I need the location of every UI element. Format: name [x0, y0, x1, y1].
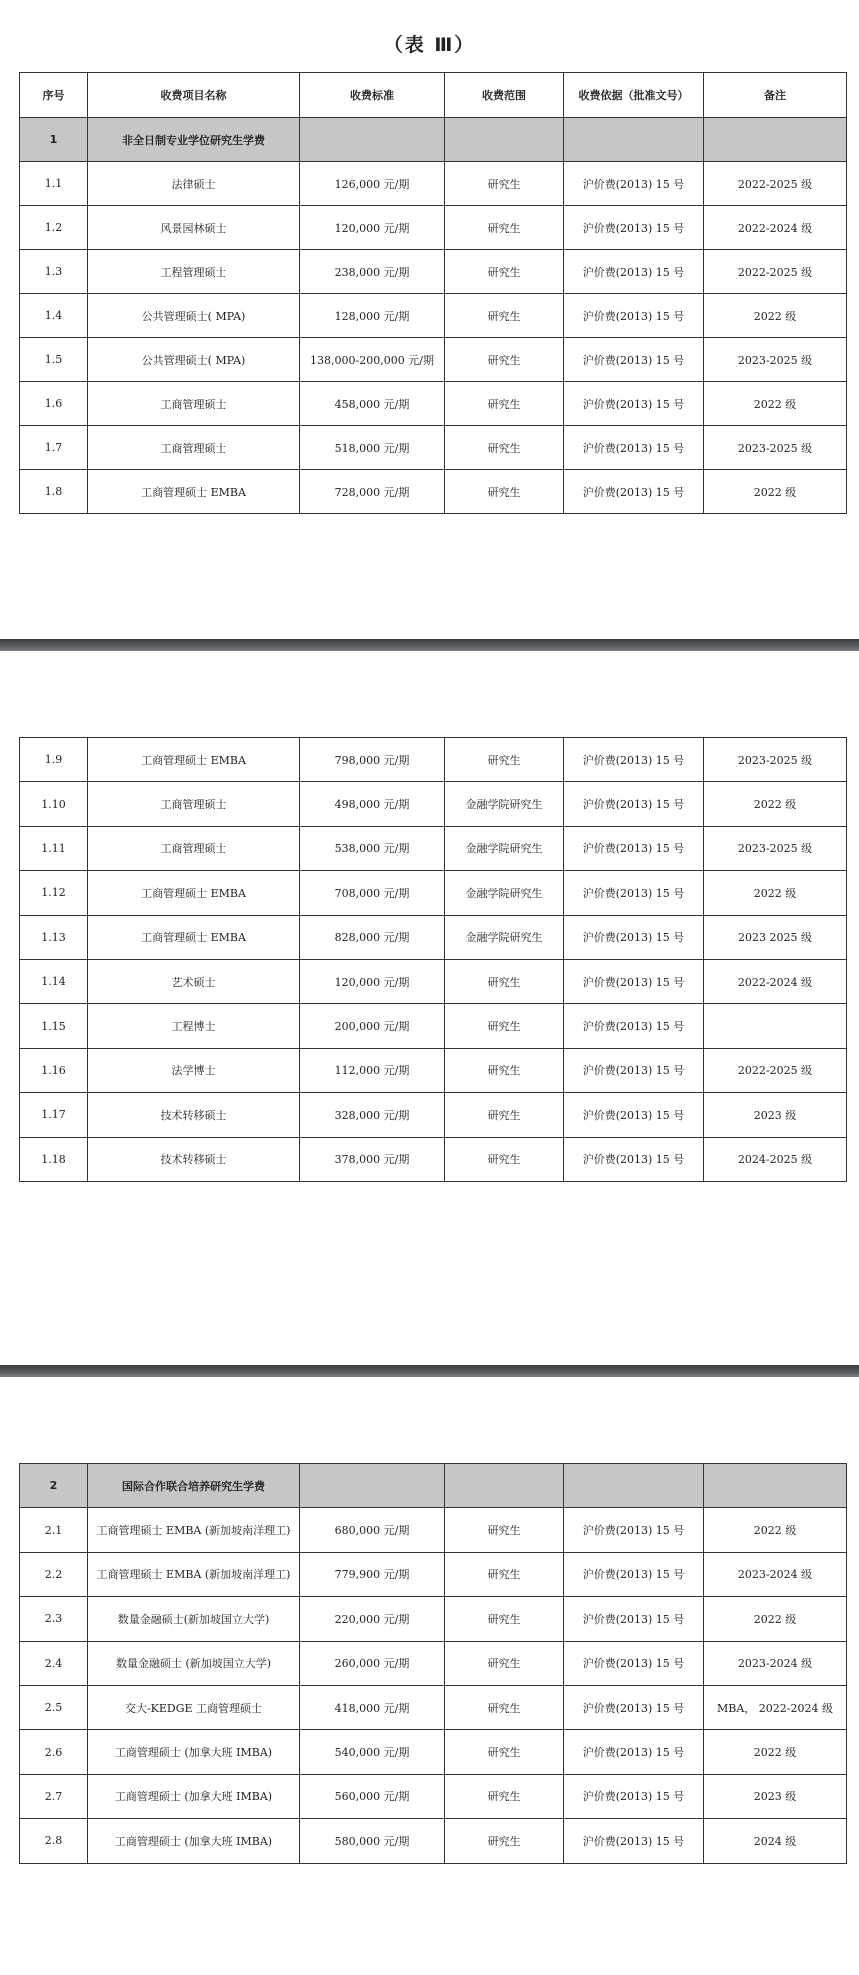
row-no: 1.11: [20, 826, 88, 870]
table-row: [20, 338, 847, 382]
table-row: [20, 1685, 847, 1729]
row-item-name: 工商管理硕士 EMBA: [88, 915, 300, 959]
row-note: 2022 级: [704, 294, 847, 338]
table-row: [20, 826, 847, 870]
row-note: 2023-2024 级: [704, 1641, 847, 1685]
row-basis: 沪价费(2013) 15 号: [564, 738, 704, 782]
row-item-name: 工商管理硕士: [88, 426, 300, 470]
row-no: 1.12: [20, 871, 88, 915]
row-item-name: 交大-KEDGE 工商管理硕士: [88, 1685, 300, 1729]
table-row: [20, 959, 847, 1003]
row-basis: 沪价费(2013) 15 号: [564, 1552, 704, 1596]
row-item-name: 工商管理硕士 (加拿大班 IMBA): [88, 1819, 300, 1863]
row-item-name: 工商管理硕士 EMBA: [88, 871, 300, 915]
row-no: 1.8: [20, 470, 88, 514]
row-no: 1.14: [20, 959, 88, 1003]
row-note: 2023-2025 级: [704, 426, 847, 470]
table-row: [20, 382, 847, 426]
row-no: 2.6: [20, 1730, 88, 1774]
row-item-name: 工商管理硕士: [88, 382, 300, 426]
row-note: 2023 2025 级: [704, 915, 847, 959]
row-note: 2022-2025 级: [704, 250, 847, 294]
row-fee: 112,000 元/期: [300, 1048, 445, 1092]
row-scope: 研究生: [445, 250, 564, 294]
header-no: 序号: [20, 73, 88, 118]
row-note: 2022 级: [704, 1730, 847, 1774]
group-row: [20, 118, 847, 162]
row-basis: 沪价费(2013) 15 号: [564, 826, 704, 870]
row-fee: 518,000 元/期: [300, 426, 445, 470]
row-fee: 126,000 元/期: [300, 162, 445, 206]
row-scope: 研究生: [445, 382, 564, 426]
row-scope: 研究生: [445, 959, 564, 1003]
row-item-name: 工商管理硕士 (加拿大班 IMBA): [88, 1730, 300, 1774]
row-item-name: 数量金融硕士 (新加坡国立大学): [88, 1641, 300, 1685]
table-row: [20, 1508, 847, 1552]
row-item-name: 艺术硕士: [88, 959, 300, 1003]
row-note: 2024-2025 级: [704, 1137, 847, 1181]
header-scope: 收费范围: [445, 73, 564, 118]
row-no: 2.7: [20, 1774, 88, 1818]
row-scope: 研究生: [445, 1730, 564, 1774]
table-row: [20, 1641, 847, 1685]
row-fee: 680,000 元/期: [300, 1508, 445, 1552]
row-basis: 沪价费(2013) 15 号: [564, 782, 704, 826]
row-no: 2.1: [20, 1508, 88, 1552]
row-no: 1.4: [20, 294, 88, 338]
row-no: 1.16: [20, 1048, 88, 1092]
row-basis: 沪价费(2013) 15 号: [564, 959, 704, 1003]
row-basis: 沪价费(2013) 15 号: [564, 426, 704, 470]
row-item-name: 工商管理硕士: [88, 782, 300, 826]
row-no: 1.18: [20, 1137, 88, 1181]
row-scope: 研究生: [445, 1685, 564, 1729]
row-item-name: 工商管理硕士 (加拿大班 IMBA): [88, 1774, 300, 1818]
row-scope: 研究生: [445, 1093, 564, 1137]
row-note: 2022-2024 级: [704, 206, 847, 250]
row-note: [704, 1004, 847, 1048]
row-item-name: 工商管理硕士 EMBA (新加坡南洋理工): [88, 1552, 300, 1596]
row-basis: 沪价费(2013) 15 号: [564, 162, 704, 206]
row-scope: 研究生: [445, 162, 564, 206]
row-scope: 研究生: [445, 1004, 564, 1048]
row-item-name: 工商管理硕士 EMBA: [88, 470, 300, 514]
row-basis: 沪价费(2013) 15 号: [564, 338, 704, 382]
group-no: 2: [20, 1464, 88, 1508]
row-scope: 研究生: [445, 1774, 564, 1818]
row-scope: 研究生: [445, 1048, 564, 1092]
table-row: [20, 426, 847, 470]
row-scope: 研究生: [445, 1508, 564, 1552]
row-basis: 沪价费(2013) 15 号: [564, 871, 704, 915]
row-item-name: 工程博士: [88, 1004, 300, 1048]
row-scope: 研究生: [445, 294, 564, 338]
row-basis: 沪价费(2013) 15 号: [564, 1641, 704, 1685]
group-name: 国际合作联合培养研究生学费: [88, 1464, 300, 1508]
row-scope: 研究生: [445, 1641, 564, 1685]
table-row: [20, 1774, 847, 1818]
table-row: [20, 250, 847, 294]
row-no: 1.6: [20, 382, 88, 426]
row-fee: 128,000 元/期: [300, 294, 445, 338]
row-note: MBA， 2022-2024 级: [704, 1685, 847, 1729]
row-scope: 金融学院研究生: [445, 915, 564, 959]
table-row: [20, 1137, 847, 1181]
table-row: [20, 871, 847, 915]
row-note: 2023-2025 级: [704, 338, 847, 382]
group-name: 非全日制专业学位研究生学费: [88, 118, 300, 162]
row-note: 2022 级: [704, 1597, 847, 1641]
row-fee: 538,000 元/期: [300, 826, 445, 870]
row-item-name: 技术转移硕士: [88, 1137, 300, 1181]
header-basis: 收费依据（批准文号）: [564, 73, 704, 118]
row-scope: 研究生: [445, 426, 564, 470]
table-row: [20, 915, 847, 959]
row-basis: 沪价费(2013) 15 号: [564, 1004, 704, 1048]
row-note: 2022 级: [704, 1508, 847, 1552]
row-fee: 580,000 元/期: [300, 1819, 445, 1863]
row-no: 1.5: [20, 338, 88, 382]
row-note: 2022 级: [704, 382, 847, 426]
row-no: 1.15: [20, 1004, 88, 1048]
table-row: [20, 206, 847, 250]
row-item-name: 工程管理硕士: [88, 250, 300, 294]
header-item-name: 收费项目名称: [88, 73, 300, 118]
group-row: [20, 1464, 847, 1508]
row-fee: 458,000 元/期: [300, 382, 445, 426]
row-item-name: 公共管理硕士( MPA): [88, 338, 300, 382]
row-scope: 研究生: [445, 470, 564, 514]
row-fee: 560,000 元/期: [300, 1774, 445, 1818]
row-item-name: 工商管理硕士 EMBA (新加坡南洋理工): [88, 1508, 300, 1552]
row-note: 2023 级: [704, 1093, 847, 1137]
row-note: 2022-2024 级: [704, 959, 847, 1003]
row-scope: 研究生: [445, 738, 564, 782]
table-row: [20, 1730, 847, 1774]
table-row: [20, 1004, 847, 1048]
row-note: 2023-2025 级: [704, 738, 847, 782]
header-note: 备注: [704, 73, 847, 118]
row-item-name: 法学博士: [88, 1048, 300, 1092]
row-basis: 沪价费(2013) 15 号: [564, 1685, 704, 1729]
row-scope: 研究生: [445, 1819, 564, 1863]
table-row: [20, 1597, 847, 1641]
row-basis: 沪价费(2013) 15 号: [564, 250, 704, 294]
row-item-name: 工商管理硕士: [88, 826, 300, 870]
row-note: 2023-2025 级: [704, 826, 847, 870]
table-row: [20, 1552, 847, 1596]
row-basis: 沪价费(2013) 15 号: [564, 1137, 704, 1181]
row-item-name: 工商管理硕士 EMBA: [88, 738, 300, 782]
row-note: 2022-2025 级: [704, 162, 847, 206]
row-fee: 728,000 元/期: [300, 470, 445, 514]
row-note: 2023 级: [704, 1774, 847, 1818]
row-no: 2.5: [20, 1685, 88, 1729]
table-row: [20, 1048, 847, 1092]
row-fee: 540,000 元/期: [300, 1730, 445, 1774]
row-note: 2022-2025 级: [704, 1048, 847, 1092]
row-basis: 沪价费(2013) 15 号: [564, 294, 704, 338]
row-no: 1.7: [20, 426, 88, 470]
row-scope: 研究生: [445, 338, 564, 382]
page-break: [0, 639, 859, 651]
row-basis: 沪价费(2013) 15 号: [564, 1093, 704, 1137]
row-basis: 沪价费(2013) 15 号: [564, 206, 704, 250]
table-row: [20, 1093, 847, 1137]
row-fee: 779,900 元/期: [300, 1552, 445, 1596]
fee-table-page-1: [19, 72, 847, 514]
row-fee: 418,000 元/期: [300, 1685, 445, 1729]
table-row: [20, 782, 847, 826]
page-title: （表 Ⅲ）: [383, 34, 476, 56]
row-fee: 328,000 元/期: [300, 1093, 445, 1137]
row-scope: 金融学院研究生: [445, 782, 564, 826]
row-scope: 研究生: [445, 1552, 564, 1596]
row-scope: 研究生: [445, 1137, 564, 1181]
row-note: 2022 级: [704, 782, 847, 826]
row-no: 1.3: [20, 250, 88, 294]
header-fee: 收费标准: [300, 73, 445, 118]
row-note: 2022 级: [704, 871, 847, 915]
row-no: 2.4: [20, 1641, 88, 1685]
row-item-name: 风景园林硕士: [88, 206, 300, 250]
row-note: 2024 级: [704, 1819, 847, 1863]
table-row: [20, 470, 847, 514]
row-no: 1.1: [20, 162, 88, 206]
row-basis: 沪价费(2013) 15 号: [564, 915, 704, 959]
row-fee: 260,000 元/期: [300, 1641, 445, 1685]
row-no: 2.2: [20, 1552, 88, 1596]
table-row: [20, 738, 847, 782]
row-no: 2.3: [20, 1597, 88, 1641]
table-row: [20, 1819, 847, 1863]
row-fee: 120,000 元/期: [300, 206, 445, 250]
row-scope: 研究生: [445, 1597, 564, 1641]
row-basis: 沪价费(2013) 15 号: [564, 1730, 704, 1774]
row-basis: 沪价费(2013) 15 号: [564, 470, 704, 514]
row-item-name: 技术转移硕士: [88, 1093, 300, 1137]
row-no: 1.9: [20, 738, 88, 782]
row-no: 1.2: [20, 206, 88, 250]
row-fee: 708,000 元/期: [300, 871, 445, 915]
row-fee: 828,000 元/期: [300, 915, 445, 959]
row-basis: 沪价费(2013) 15 号: [564, 1048, 704, 1092]
row-no: 1.13: [20, 915, 88, 959]
row-fee: 798,000 元/期: [300, 738, 445, 782]
row-note: 2022 级: [704, 470, 847, 514]
table-header-row: [20, 73, 847, 118]
row-fee: 378,000 元/期: [300, 1137, 445, 1181]
table-row: [20, 162, 847, 206]
row-fee: 200,000 元/期: [300, 1004, 445, 1048]
row-basis: 沪价费(2013) 15 号: [564, 1774, 704, 1818]
row-fee: 138,000-200,000 元/期: [300, 338, 445, 382]
group-no: 1: [20, 118, 88, 162]
row-fee: 238,000 元/期: [300, 250, 445, 294]
row-basis: 沪价费(2013) 15 号: [564, 382, 704, 426]
table-row: [20, 294, 847, 338]
fee-table-page-2: [19, 737, 847, 1182]
fee-table-page-3: [19, 1463, 847, 1864]
row-item-name: 数量金融硕士(新加坡国立大学): [88, 1597, 300, 1641]
row-no: 1.10: [20, 782, 88, 826]
row-item-name: 法律硕士: [88, 162, 300, 206]
row-fee: 120,000 元/期: [300, 959, 445, 1003]
row-scope: 金融学院研究生: [445, 826, 564, 870]
row-no: 1.17: [20, 1093, 88, 1137]
row-fee: 498,000 元/期: [300, 782, 445, 826]
row-basis: 沪价费(2013) 15 号: [564, 1597, 704, 1641]
row-fee: 220,000 元/期: [300, 1597, 445, 1641]
page-break: [0, 1365, 859, 1377]
row-scope: 研究生: [445, 206, 564, 250]
row-basis: 沪价费(2013) 15 号: [564, 1819, 704, 1863]
row-scope: 金融学院研究生: [445, 871, 564, 915]
row-no: 2.8: [20, 1819, 88, 1863]
row-note: 2023-2024 级: [704, 1552, 847, 1596]
row-basis: 沪价费(2013) 15 号: [564, 1508, 704, 1552]
row-item-name: 公共管理硕士( MPA): [88, 294, 300, 338]
